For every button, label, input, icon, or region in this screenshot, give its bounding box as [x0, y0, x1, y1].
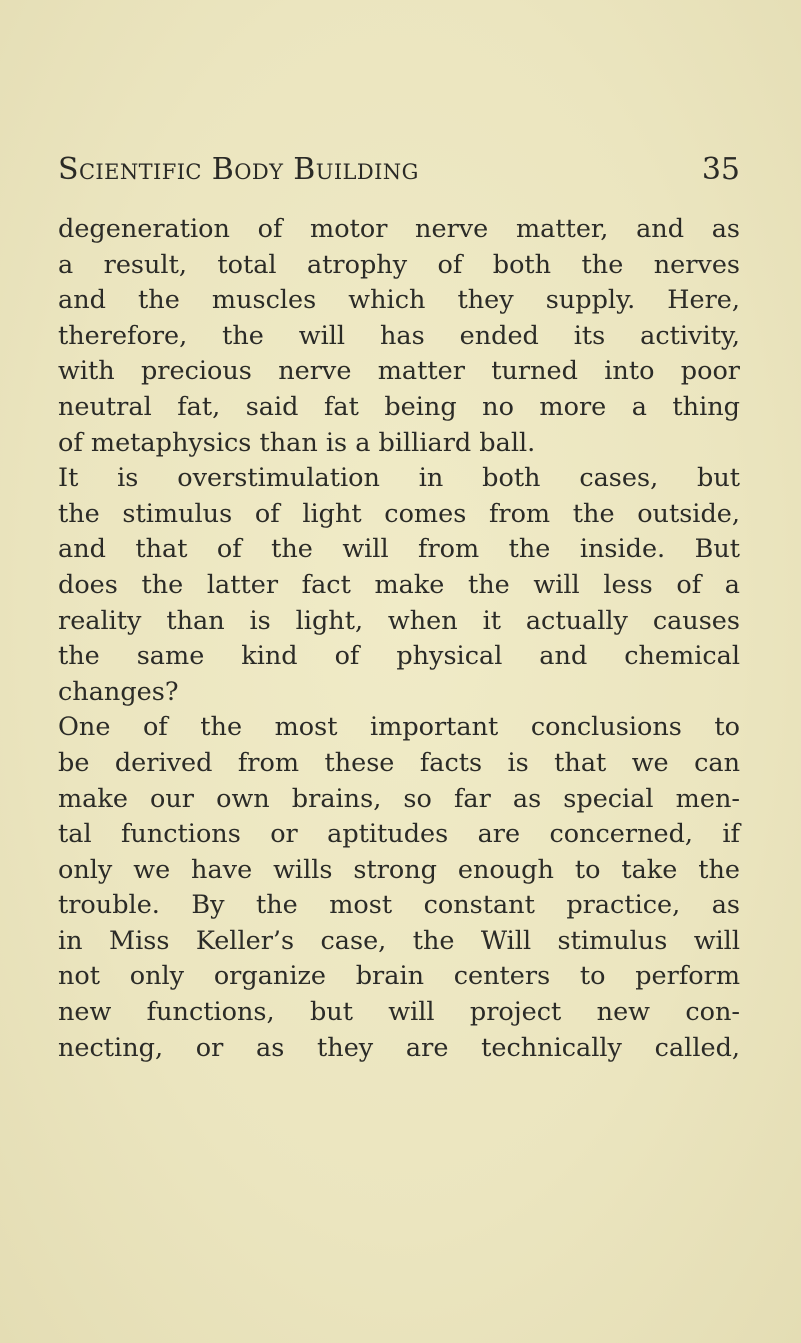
- text-line: trouble. By the most constant practice, as: [58, 890, 740, 921]
- body-text: [58, 212, 740, 1066]
- text-line: and that of the will from the inside. But: [58, 534, 740, 565]
- page-header: [58, 152, 740, 194]
- text-line: One of the most important conclusions to: [58, 712, 740, 743]
- text-line: not only organize brain centers to perform: [58, 961, 740, 992]
- text-line: changes?: [58, 676, 179, 707]
- text-line: neutral fat, said fat being no more a thing: [58, 391, 740, 422]
- text-line: a result, total atrophy of both the nerves: [58, 249, 740, 280]
- text-line: necting, or as they are technically called,: [58, 1032, 740, 1063]
- text-line: reality than is light, when it actually causes: [58, 605, 740, 636]
- text-line: degeneration of motor nerve matter, and as: [58, 214, 740, 244]
- text-line: only we have wills strong enough to take the: [58, 854, 740, 885]
- text-line: be derived from these facts is that we can: [58, 747, 740, 778]
- text-line: does the latter fact make the will less of a: [58, 569, 740, 600]
- text-line: and the muscles which they supply. Here,: [58, 285, 740, 316]
- text-line: of metaphysics than is a billiard ball.: [58, 427, 536, 458]
- text-line: in Miss Keller’s case, the Will stimulus will: [58, 925, 740, 956]
- running-title: Scientific Body Building: [58, 152, 419, 187]
- text-line: therefore, the will has ended its activity,: [58, 320, 740, 351]
- text-line: It is overstimulation in both cases, but: [58, 463, 740, 494]
- page-number: 35: [701, 152, 740, 187]
- text-line: tal functions or aptitudes are concerned, if: [58, 819, 740, 850]
- text-line: new functions, but will project new con-: [58, 997, 740, 1028]
- text-line: with precious nerve matter turned into poor: [58, 356, 740, 387]
- text-line: make our own brains, so far as special men-: [58, 783, 740, 814]
- text-line: the same kind of physical and chemical: [58, 641, 740, 672]
- text-line: the stimulus of light comes from the outside,: [58, 498, 740, 529]
